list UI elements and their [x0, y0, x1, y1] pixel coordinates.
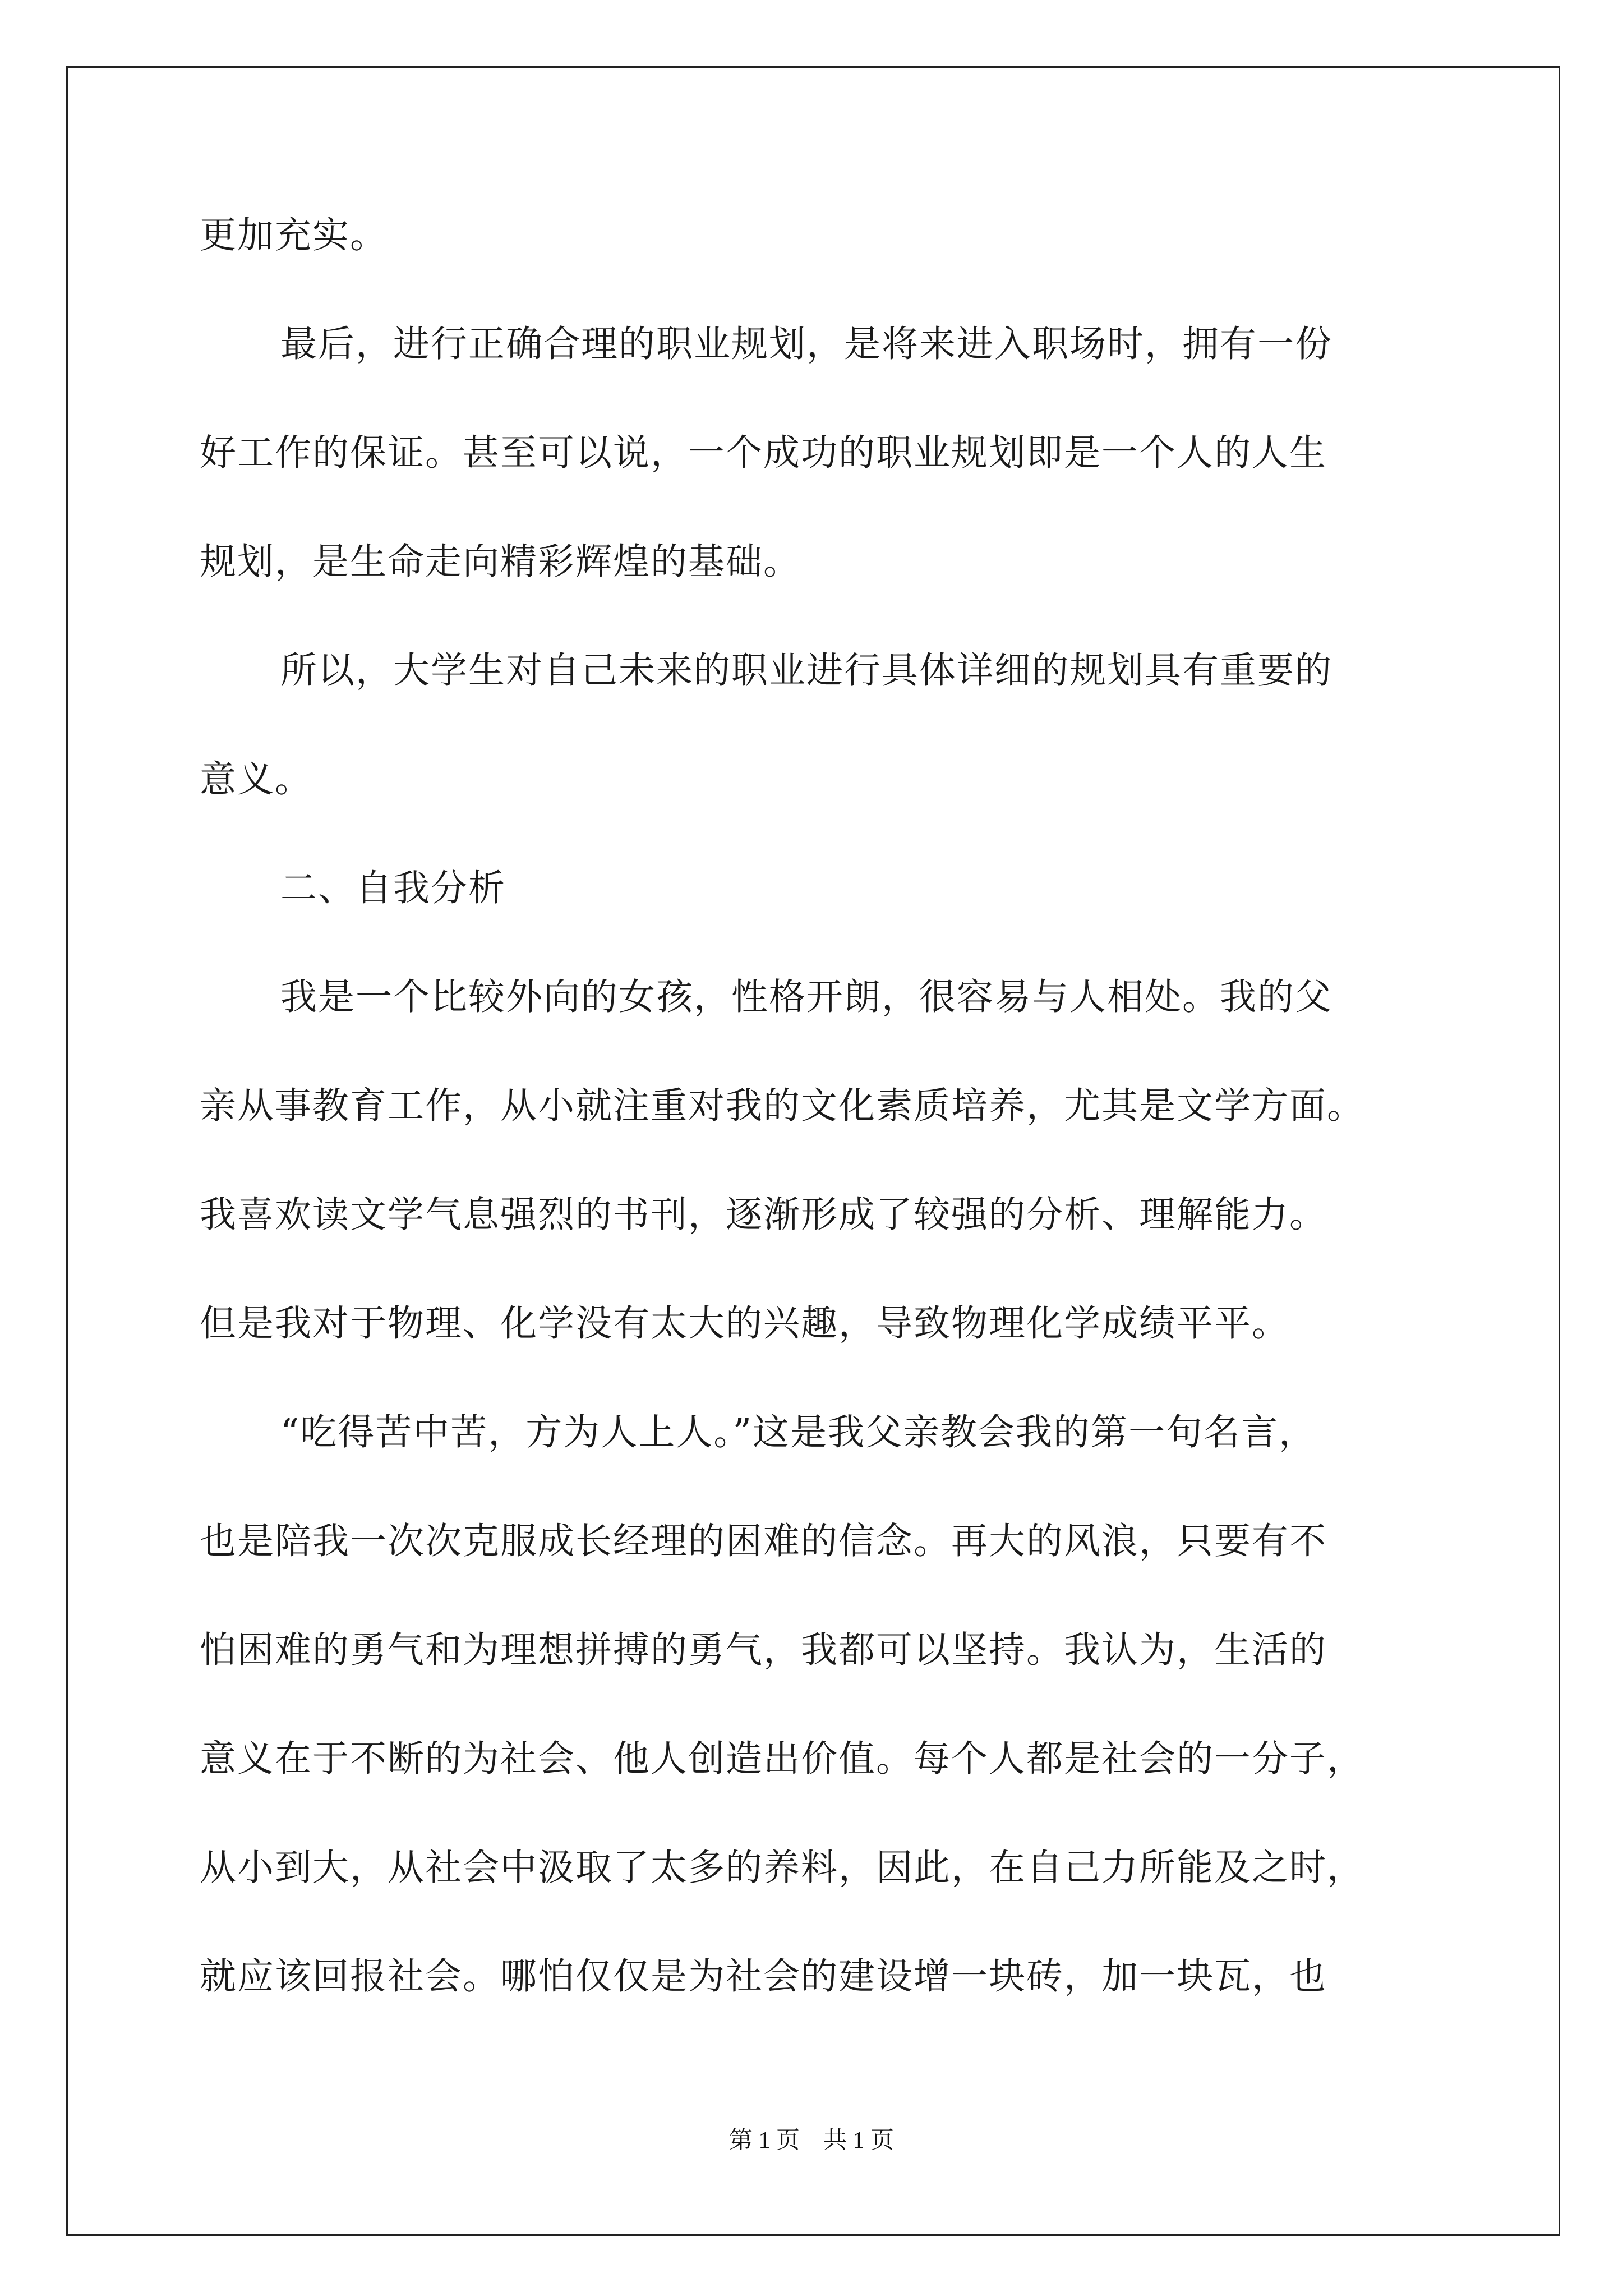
paragraph-line: 意义。: [200, 758, 313, 800]
paragraph-line: 好工作的保证。甚至可以说，一个成功的职业规划即是一个人的人生: [200, 432, 1327, 474]
paragraph-line: 最后，进行正确合理的职业规划，是将来进入职场时，拥有一份: [280, 323, 1333, 365]
paragraph-line: 也是陪我一次次克服成长经理的困难的信念。再大的风浪，只要有不: [200, 1520, 1327, 1562]
paragraph-line: 我是一个比较外向的女孩，性格开朗，很容易与人相处。我的父: [280, 976, 1333, 1018]
paragraph-line: 我喜欢读文学气息强烈的书刊，逐渐形成了较强的分析、理解能力。: [200, 1194, 1327, 1236]
paragraph-line: 意义在于不断的为社会、他人创造出价值。每个人都是社会的一分子，: [200, 1738, 1365, 1780]
paragraph-line: 怕困难的勇气和为理想拼搏的勇气，我都可以坚持。我认为，生活的: [200, 1629, 1327, 1671]
paragraph-line: 亲从事教育工作，从小就注重对我的文化素质培养，尤其是文学方面。: [200, 1085, 1365, 1127]
section-heading: 二、自我分析: [280, 867, 506, 909]
paragraph-line: 从小到大，从社会中汲取了太多的养料，因此，在自己力所能及之时，: [200, 1847, 1365, 1889]
paragraph-line: 但是我对于物理、化学没有太大的兴趣，导致物理化学成绩平平。: [200, 1303, 1290, 1345]
paragraph-line: 更加充实。: [200, 214, 388, 256]
paragraph-line: “吃得苦中苦，方为人上人。”这是我父亲教会我的第一句名言，: [280, 1411, 1316, 1453]
paragraph-line: 所以，大学生对自己未来的职业进行具体详细的规划具有重要的: [280, 650, 1333, 692]
paragraph-line: 规划，是生命走向精彩辉煌的基础。: [200, 541, 801, 583]
page-number-footer: 第 1 页 共 1 页: [728, 2128, 894, 2154]
page-border: [66, 66, 1560, 2236]
paragraph-line: 就应该回报社会。哪怕仅仅是为社会的建设增一块砖，加一块瓦，也: [200, 1955, 1327, 1998]
